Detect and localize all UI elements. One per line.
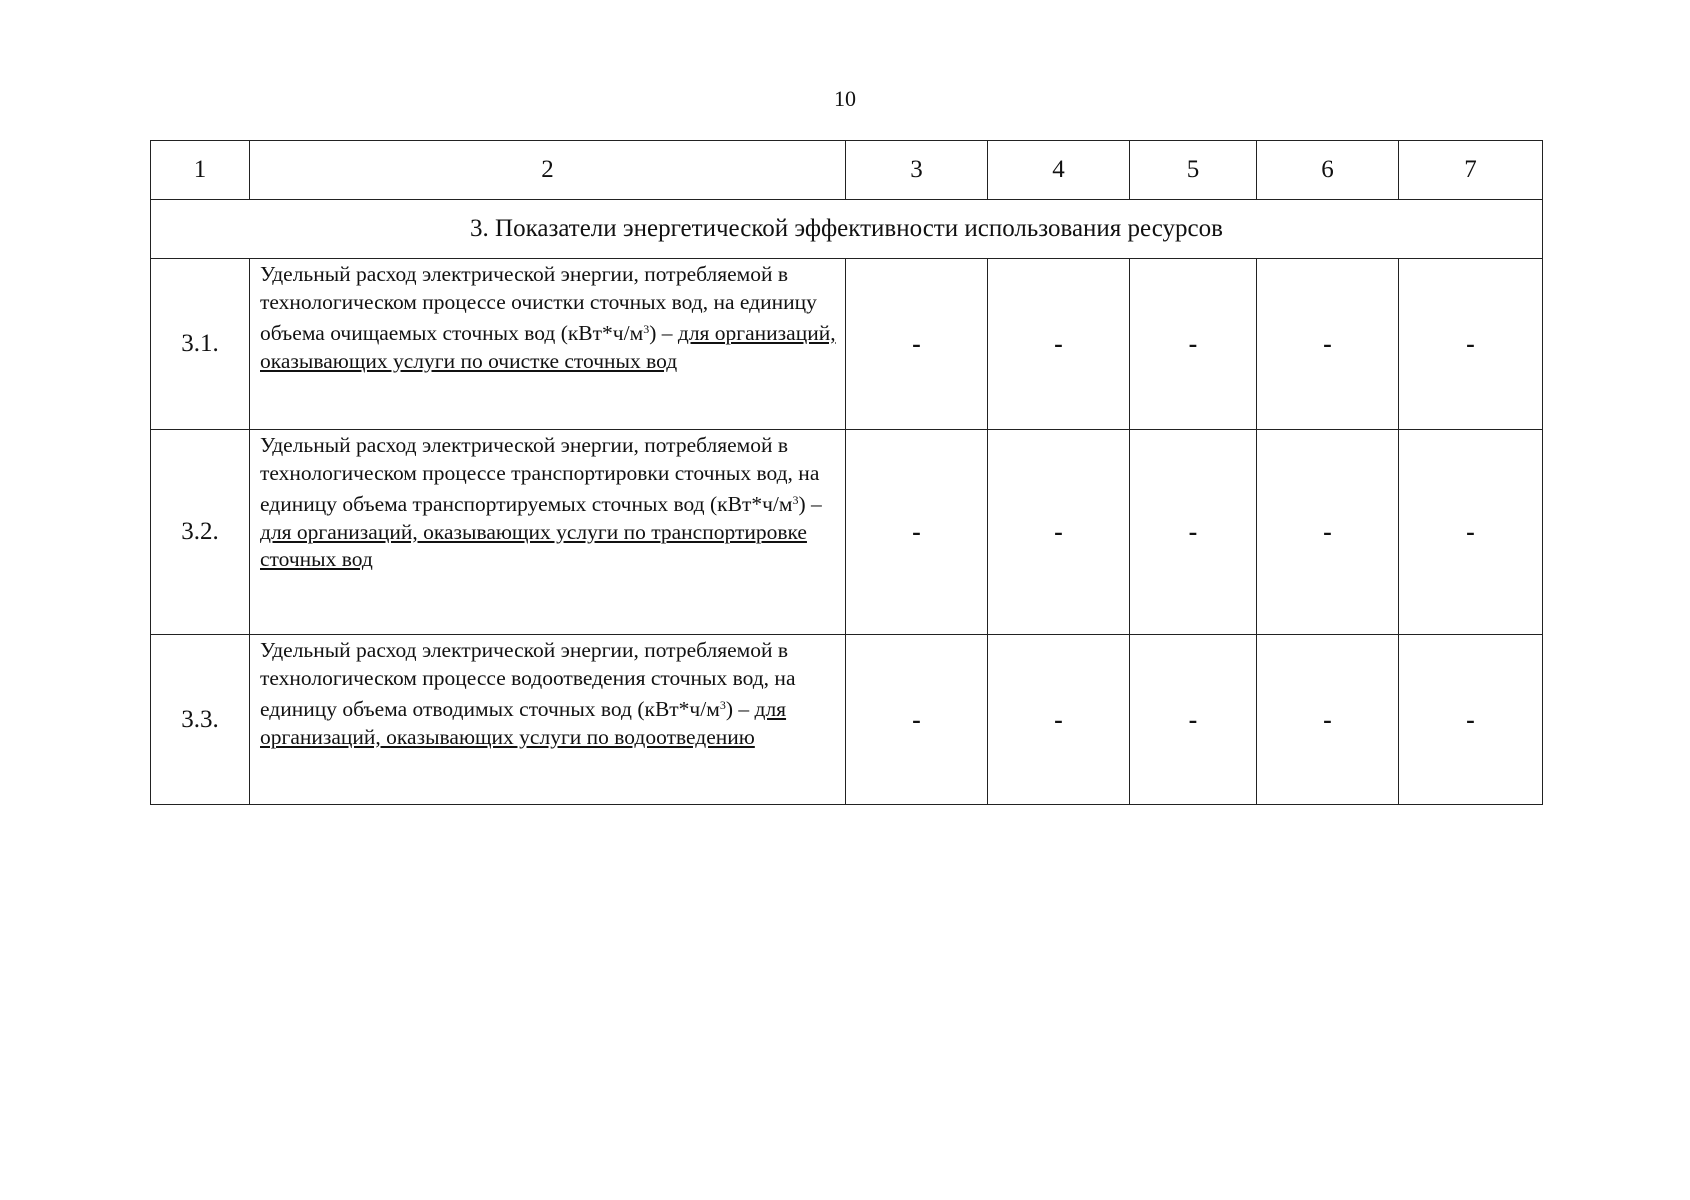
- column-number-cell: 7: [1399, 141, 1543, 200]
- row-description: Удельный расход электрической энергии, потребляемой в технологическом процессе очистки сточных вод, на единицу объема очищаемых сточных вод $(кВт*ч/м^3)$ – для организаций, оказывающих услуги по очистке сточных вод: [250, 259, 846, 430]
- value-cell: -: [988, 635, 1130, 805]
- column-number-cell: 6: [1257, 141, 1399, 200]
- page-number: 10: [834, 86, 856, 111]
- value-cell: -: [1257, 259, 1399, 430]
- section-row: [151, 200, 1543, 259]
- value-cell: -: [1257, 430, 1399, 635]
- value-cell: -: [846, 635, 988, 805]
- value-cell: -: [1130, 259, 1257, 430]
- column-number-cell: 2: [250, 141, 846, 200]
- column-number-cell: 3: [846, 141, 988, 200]
- column-number-cell: 1: [151, 141, 250, 200]
- column-number-row: [151, 141, 1543, 200]
- row-number: 3.1.: [151, 259, 250, 430]
- value-cell: -: [846, 259, 988, 430]
- value-cell: -: [1130, 635, 1257, 805]
- value-cell: -: [1399, 259, 1543, 430]
- section-title: 3. Показатели энергетической эффективности использования ресурсов: [151, 200, 1543, 259]
- table-row: [151, 430, 1543, 635]
- value-cell: -: [846, 430, 988, 635]
- value-cell: -: [1399, 430, 1543, 635]
- row-description: Удельный расход электрической энергии, потребляемой в технологическом процессе транспортировки сточных вод, на единицу объема транспортируемых сточных вод $(кВт*ч/м^3)$ – для организаций, оказывающих услуги по транспортировке сточных вод: [250, 430, 846, 635]
- value-cell: -: [1399, 635, 1543, 805]
- value-cell: -: [1257, 635, 1399, 805]
- table-row: [151, 259, 1543, 430]
- value-cell: -: [988, 259, 1130, 430]
- value-cell: -: [988, 430, 1130, 635]
- row-description: Удельный расход электрической энергии, потребляемой в технологическом процессе водоотведения сточных вод, на единицу объема отводимых сточных вод $(кВт*ч/м^3)$ – для организаций, оказывающих услуги по водоотведению: [250, 635, 846, 805]
- column-number-cell: 5: [1130, 141, 1257, 200]
- table-row: [151, 635, 1543, 805]
- row-number: 3.2.: [151, 430, 250, 635]
- row-number: 3.3.: [151, 635, 250, 805]
- value-cell: -: [1130, 430, 1257, 635]
- indicators-table: [150, 140, 1543, 805]
- column-number-cell: 4: [988, 141, 1130, 200]
